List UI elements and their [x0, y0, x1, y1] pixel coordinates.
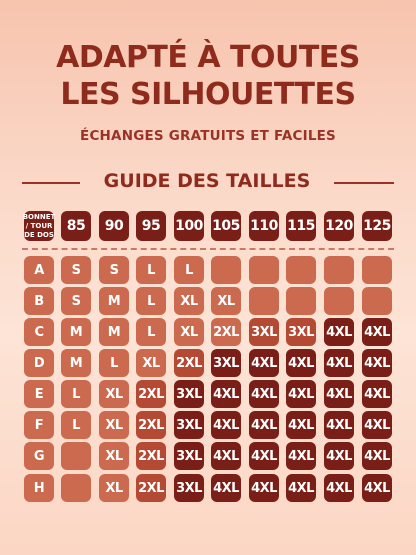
header-back-size: 105 [211, 211, 241, 241]
header-back-size: 90 [99, 211, 129, 241]
size-cell: 4XL [249, 474, 279, 502]
size-cell: 2XL [136, 380, 166, 408]
size-cell: S [61, 287, 91, 315]
size-cell: L [136, 256, 166, 284]
size-cell: 4XL [324, 411, 354, 439]
size-cell: 4XL [362, 411, 392, 439]
size-cell: 4XL [324, 349, 354, 377]
size-cell: 4XL [211, 380, 241, 408]
row-cup-label: B [24, 287, 54, 315]
size-cell: M [61, 318, 91, 346]
size-cell: 4XL [249, 380, 279, 408]
size-cell: XL [99, 442, 129, 470]
size-cell: 3XL [174, 411, 204, 439]
size-cell: 4XL [324, 442, 354, 470]
header-back-size: 115 [286, 211, 316, 241]
header-back-size: 110 [249, 211, 279, 241]
size-cell: 3XL [174, 442, 204, 470]
size-cell: L [61, 411, 91, 439]
size-cell: 4XL [249, 442, 279, 470]
size-cell: 4XL [324, 380, 354, 408]
size-cell: L [136, 318, 166, 346]
size-cell: L [174, 256, 204, 284]
corner-label-line: DE DOS [24, 230, 54, 239]
row-cup-label: F [24, 411, 54, 439]
row-cup-label: A [24, 256, 54, 284]
size-cell: 4XL [249, 411, 279, 439]
size-cell: XL [136, 349, 166, 377]
size-cell: 4XL [286, 442, 316, 470]
size-cell: 4XL [324, 318, 354, 346]
size-cell: M [99, 287, 129, 315]
size-cell: 4XL [324, 474, 354, 502]
size-cell: 3XL [174, 474, 204, 502]
size-cell: XL [211, 287, 241, 315]
size-cell: XL [99, 380, 129, 408]
size-cell: S [61, 256, 91, 284]
header-back-size: 100 [174, 211, 204, 241]
size-cell [362, 256, 392, 284]
size-cell [324, 287, 354, 315]
headline-line-1: ADAPTÉ À TOUTES [56, 40, 360, 75]
header-back-size: 120 [324, 211, 354, 241]
size-cell: L [61, 380, 91, 408]
row-cup-label: G [24, 442, 54, 470]
divider-right [334, 182, 394, 184]
header-back-size: 85 [61, 211, 91, 241]
corner-label-line: BONNET [22, 212, 56, 221]
header-back-size: 125 [362, 211, 392, 241]
size-cell: 2XL [136, 442, 166, 470]
size-cell: L [136, 287, 166, 315]
size-cell [249, 287, 279, 315]
table-separator [22, 248, 394, 250]
size-cell: 3XL [286, 318, 316, 346]
size-cell: 4XL [286, 474, 316, 502]
size-cell [211, 256, 241, 284]
size-cell: XL [174, 318, 204, 346]
row-cup-label: C [24, 318, 54, 346]
size-cell: 3XL [249, 318, 279, 346]
size-cell: XL [99, 411, 129, 439]
size-cell [249, 256, 279, 284]
headline-line-2: LES SILHOUETTES [60, 77, 356, 112]
size-cell [362, 287, 392, 315]
row-cup-label: E [24, 380, 54, 408]
size-cell [61, 474, 91, 502]
size-cell: 3XL [211, 349, 241, 377]
size-cell: 2XL [211, 318, 241, 346]
size-cell: 4XL [362, 349, 392, 377]
subtitle: ÉCHANGES GRATUITS ET FACILES [80, 128, 336, 144]
size-cell [61, 442, 91, 470]
size-cell: 2XL [136, 474, 166, 502]
size-cell: 4XL [362, 442, 392, 470]
size-cell: M [61, 349, 91, 377]
size-cell: 2XL [136, 411, 166, 439]
size-cell: 4XL [362, 474, 392, 502]
size-cell [286, 256, 316, 284]
size-cell: 4XL [249, 349, 279, 377]
size-guide-title: GUIDE DES TAILLES [103, 170, 311, 192]
size-cell: 4XL [286, 411, 316, 439]
row-cup-label: H [24, 474, 54, 502]
header-corner-cell [24, 211, 54, 241]
size-cell: 3XL [174, 380, 204, 408]
size-cell: XL [99, 474, 129, 502]
size-cell: M [99, 318, 129, 346]
size-cell: XL [174, 287, 204, 315]
size-cell: 4XL [362, 380, 392, 408]
size-cell: L [99, 349, 129, 377]
divider-left [22, 182, 80, 184]
row-cup-label: D [24, 349, 54, 377]
size-cell: 2XL [174, 349, 204, 377]
size-cell: 4XL [211, 411, 241, 439]
size-cell [286, 287, 316, 315]
size-cell: 4XL [286, 349, 316, 377]
header-back-size: 95 [136, 211, 166, 241]
size-cell: 4XL [286, 380, 316, 408]
size-cell: 4XL [211, 442, 241, 470]
size-cell: S [99, 256, 129, 284]
size-cell: 4XL [362, 318, 392, 346]
size-cell: 4XL [211, 474, 241, 502]
size-cell [324, 256, 354, 284]
corner-label-line: / TOUR [25, 221, 53, 230]
